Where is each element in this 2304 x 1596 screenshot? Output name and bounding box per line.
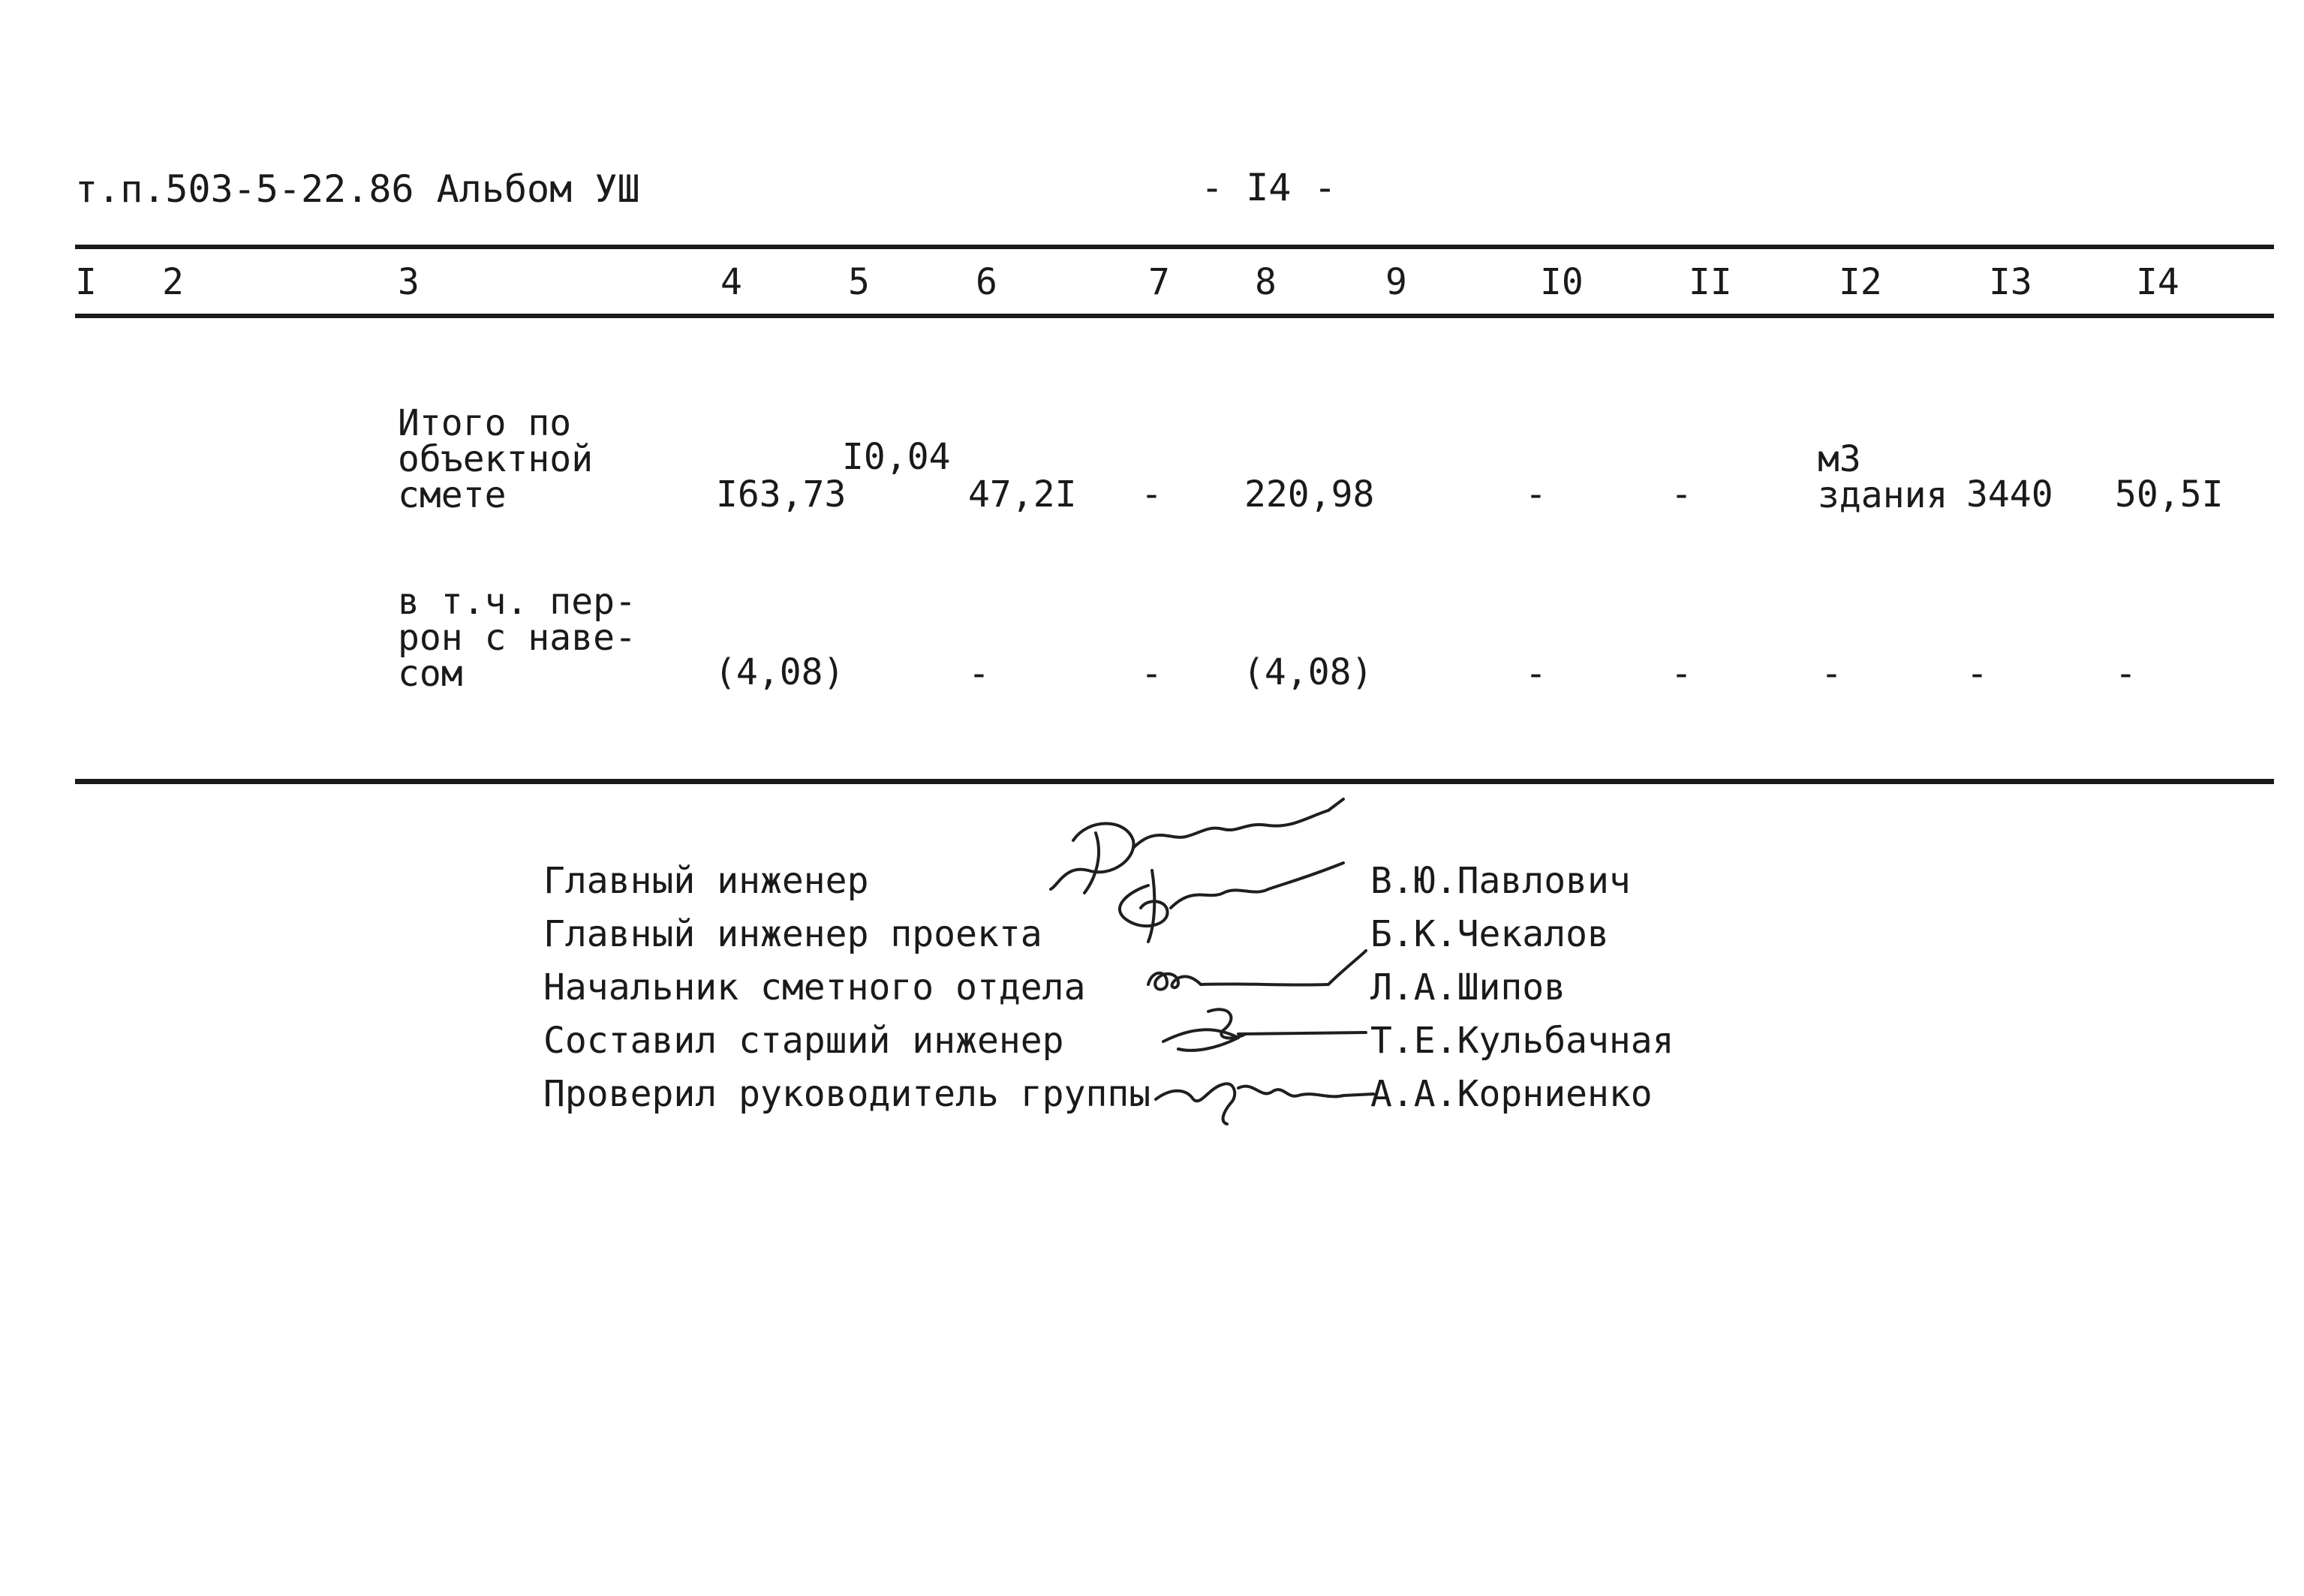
signer-name: Б.К.Чекалов xyxy=(1370,913,1609,955)
cell-col10: - xyxy=(1525,473,1547,515)
column-header: I0 xyxy=(1540,261,1584,303)
handwritten-signature xyxy=(1148,996,1373,1064)
signer-name: Л.А.Шипов xyxy=(1370,966,1566,1008)
cell-col14: 50,5I xyxy=(2115,473,2224,515)
column-header: 5 xyxy=(848,261,870,303)
page-number: - I4 - xyxy=(1201,166,1337,209)
cell-col13: 3440 xyxy=(1966,473,2053,515)
signer-title: Составил старший инженер xyxy=(543,1020,1064,1062)
signer-title: Главный инженер xyxy=(543,860,869,902)
handwritten-signature xyxy=(1096,855,1396,945)
cell-col7: - xyxy=(1141,473,1163,515)
column-header: 2 xyxy=(162,261,184,303)
column-header: 7 xyxy=(1148,261,1170,303)
table-bottom-rule xyxy=(75,779,2274,784)
signer-name: А.А.Корниенко xyxy=(1370,1073,1653,1115)
column-header: I4 xyxy=(2136,261,2179,303)
cell-col6: 47,2I xyxy=(968,473,1077,515)
cell-col8: 220,98 xyxy=(1244,473,1375,515)
cell-col13: - xyxy=(1966,653,1988,695)
cell-col6: - xyxy=(968,653,990,695)
row-label: Итого по объектной смете xyxy=(398,402,594,516)
signer-title: Начальник сметного отдела xyxy=(543,966,1086,1008)
cell-col4: (4,08) xyxy=(714,651,845,693)
column-header: 4 xyxy=(720,261,742,303)
cell-col4: I63,73 xyxy=(716,473,847,515)
table-top-rule xyxy=(75,245,2274,249)
handwritten-signature xyxy=(1148,1058,1381,1126)
column-header: 3 xyxy=(398,261,420,303)
column-header: I3 xyxy=(1989,261,2032,303)
table-header-rule xyxy=(75,314,2274,318)
signer-name: В.Ю.Павлович xyxy=(1370,860,1631,902)
cell-col12: м3 здания xyxy=(1818,438,1948,516)
cell-col14: - xyxy=(2115,653,2137,695)
cell-col10: - xyxy=(1525,653,1547,695)
signer-name: Т.Е.Кульбачная xyxy=(1370,1020,1674,1062)
signer-title: Проверил руководитель группы xyxy=(543,1073,1151,1115)
column-header: I2 xyxy=(1839,261,1882,303)
cell-col11: - xyxy=(1671,653,1692,695)
document-reference: т.п.503-5-22.86 Альбом УШ xyxy=(75,167,640,211)
cell-col7: - xyxy=(1141,653,1163,695)
column-header: II xyxy=(1689,261,1732,303)
cell-col8: (4,08) xyxy=(1243,651,1373,693)
column-header: 6 xyxy=(976,261,997,303)
column-header: 8 xyxy=(1255,261,1277,303)
cell-col5: I0,04 xyxy=(842,436,951,478)
cell-col11: - xyxy=(1671,473,1692,515)
row-label: в т.ч. пер- рон с наве- сом xyxy=(398,581,636,695)
column-header: 9 xyxy=(1385,261,1407,303)
cell-col12: - xyxy=(1821,653,1842,695)
signer-title: Главный инженер проекта xyxy=(543,913,1042,955)
column-header: I xyxy=(75,261,97,303)
